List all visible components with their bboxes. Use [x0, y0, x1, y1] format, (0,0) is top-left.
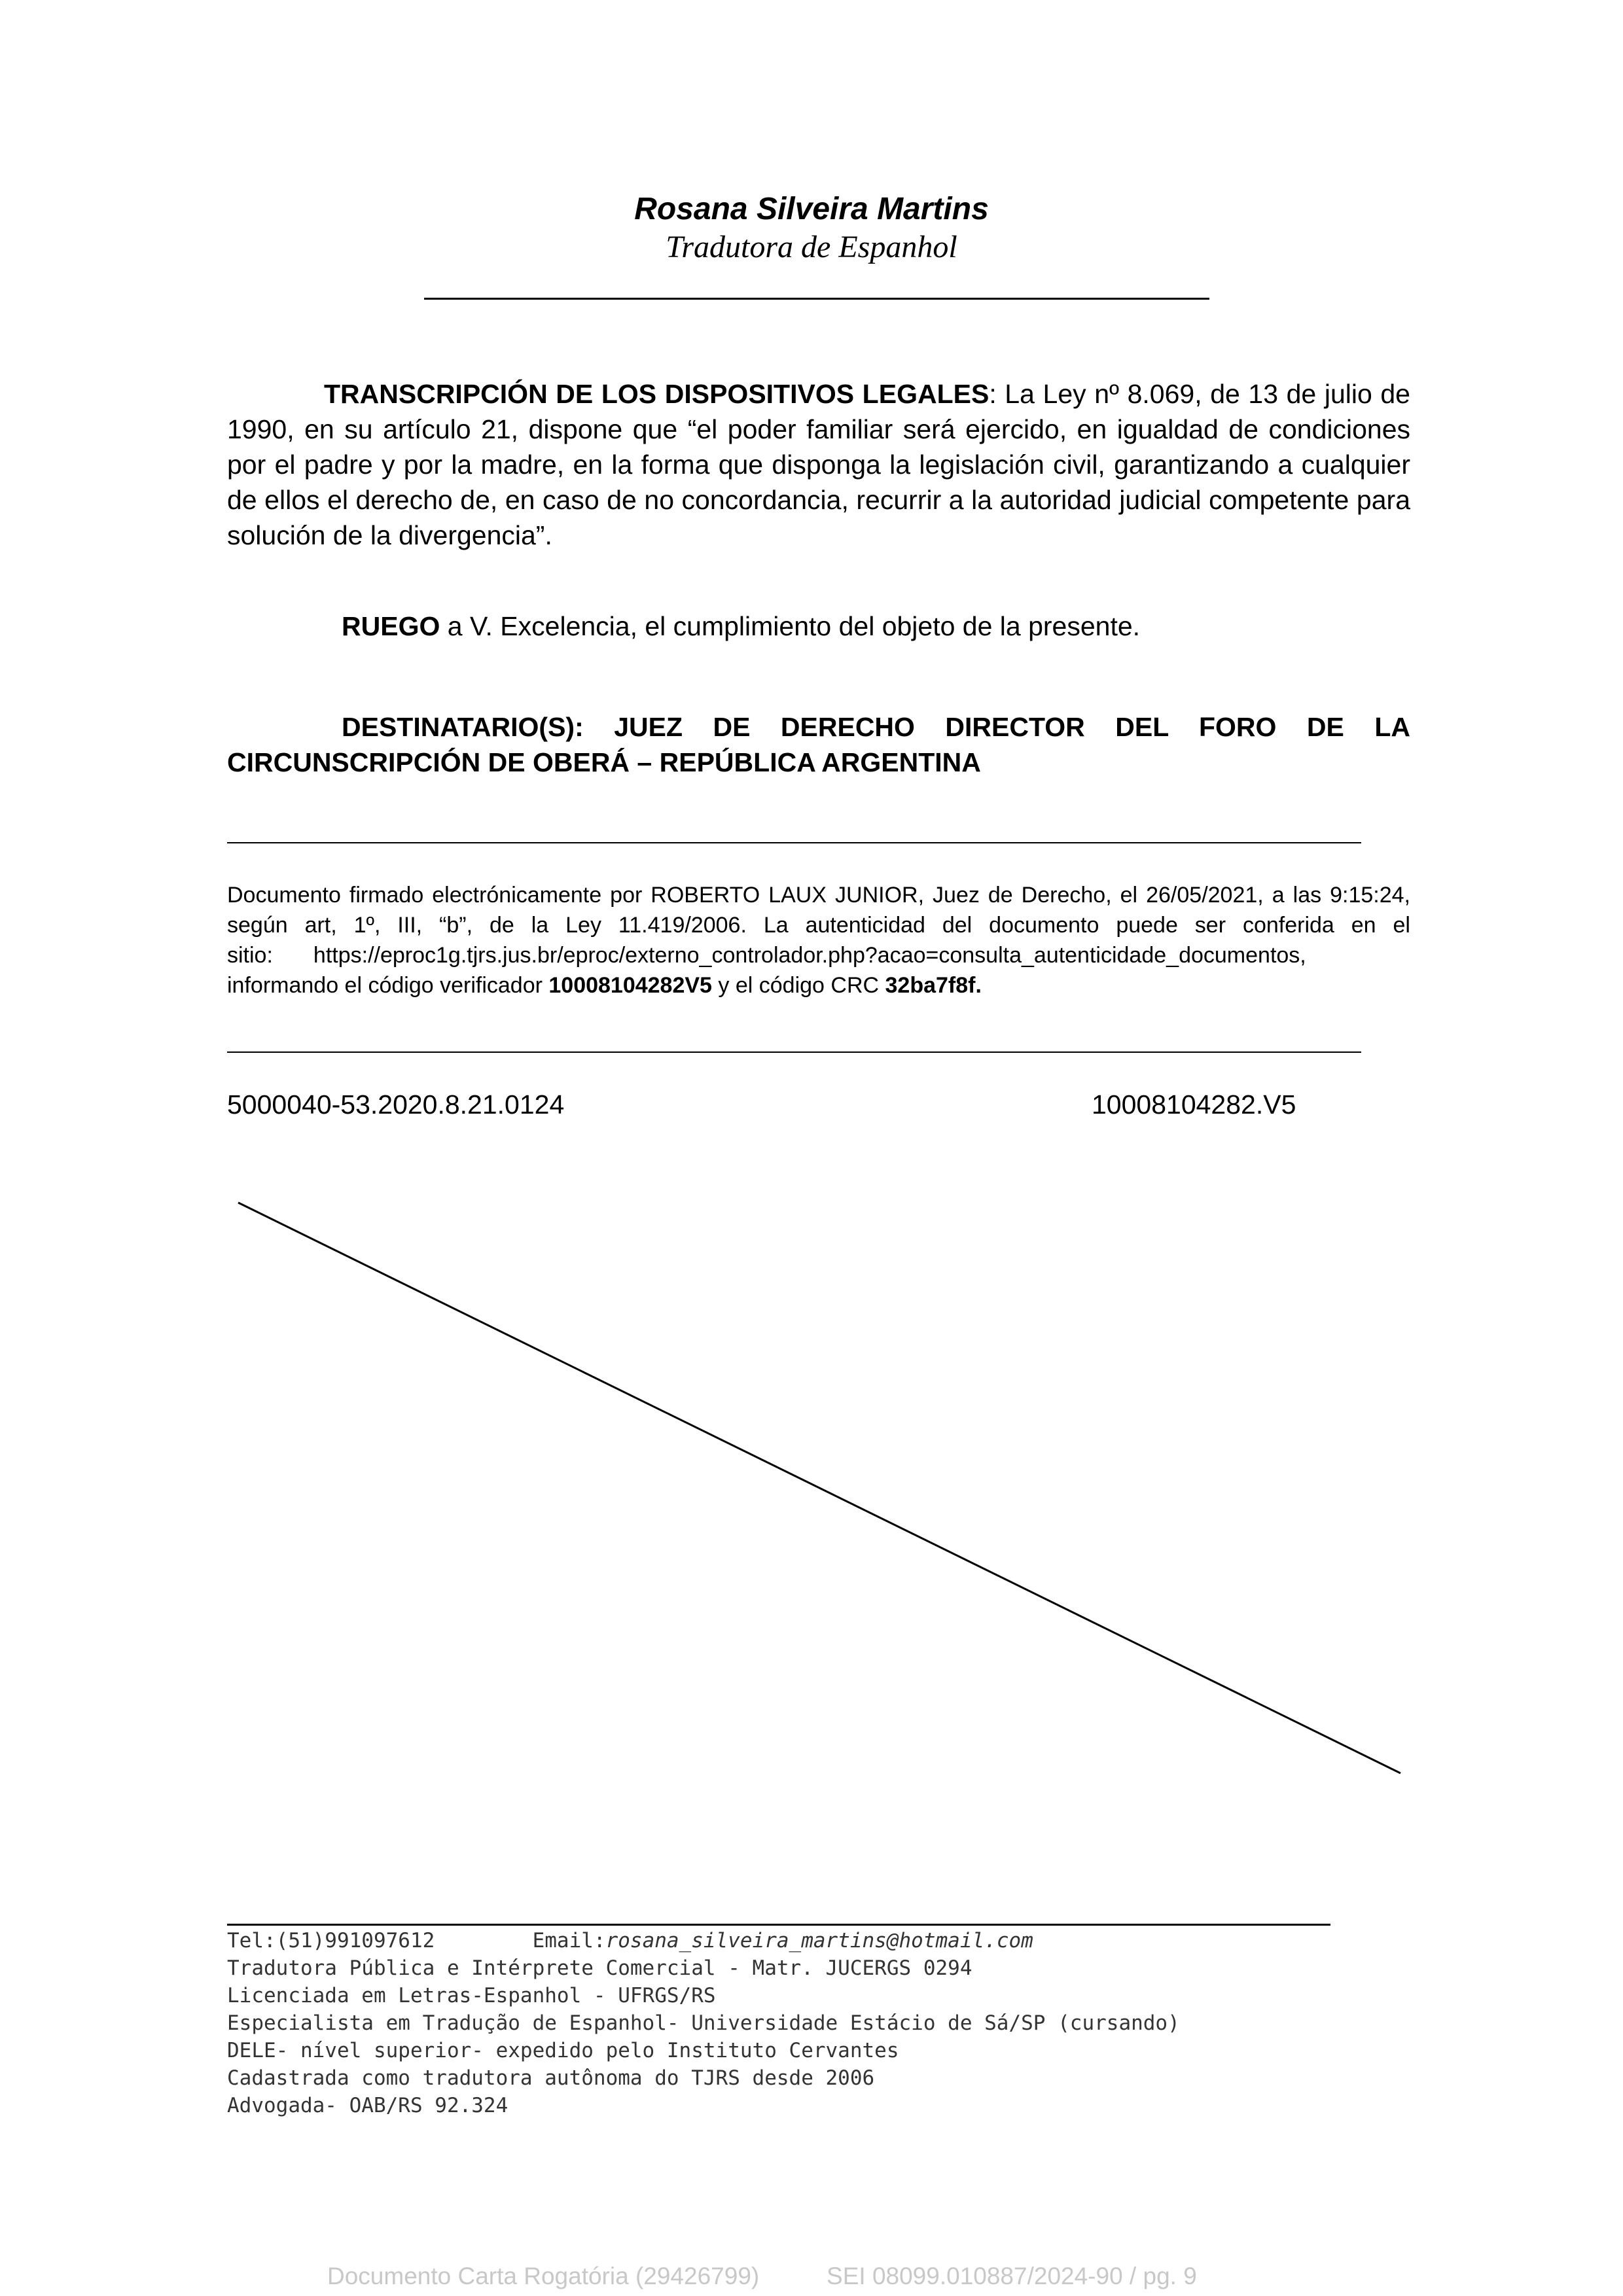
footer-divider	[227, 1924, 1330, 1926]
request-lead: RUEGO	[342, 611, 440, 641]
footer-line: Tradutora Pública e Intérprete Comercial - Matr. JUCERGS 0294	[227, 1956, 972, 1980]
signature-text-3: y el código CRC	[711, 973, 885, 998]
watermark-page: SEI 08099.010887/2024-90 / pg. 9	[827, 2263, 1197, 2289]
footer-email: rosana_silveira_martins@hotmail.com	[605, 1929, 1033, 1952]
sei-watermark	[327, 2263, 1197, 2290]
watermark-document: Documento Carta Rogatória (29426799)	[327, 2263, 760, 2289]
footer-contact-line	[227, 1927, 1180, 1954]
signature-text-1: Documento firmado electrónicamente por ROBERTO LAUX JUNIOR, Juez de Derecho, el 26/05/2021, a las 9:15:24, según art, 1º, III, “b”, de la Ley 11.419/2006. La autenticidad del documento puede ser conferida en el sitio:	[227, 883, 1410, 968]
recipient-line-2: CIRCUNSCRIPCIÓN DE OBERÁ – REPÚBLICA ARGENTINA	[227, 747, 981, 777]
translator-role: Tradutora de Espanhol	[666, 230, 957, 264]
footer-line: Advogada- OAB/RS 92.324	[227, 2094, 508, 2117]
document-verification-code: 10008104282.V5	[1092, 1089, 1296, 1120]
recipient-line-1: DESTINATARIO(S): JUEZ DE DERECHO DIRECTOR DEL FORO DE LA	[342, 712, 1410, 742]
diagonal-line	[238, 1203, 1400, 1773]
crc-code: 32ba7f8f.	[885, 973, 982, 998]
request-text: a V. Excelencia, el cumplimiento del objeto de la presente.	[440, 611, 1141, 641]
authenticity-url: https://eproc1g.tjrs.jus.br/eproc/externo_controlador.php?acao=consulta_autenticidade_documentos,	[313, 943, 1306, 968]
footer-line: Cadastrada como tradutora autônoma do TJRS desde 2006	[227, 2066, 875, 2090]
verifier-code: 10008104282V5	[548, 973, 712, 998]
footer-line: Licenciada em Letras-Espanhol - UFRGS/RS	[227, 1984, 716, 2007]
translator-name: Rosana Silveira Martins	[634, 192, 989, 226]
signature-text-2: informando el código verificador	[227, 973, 549, 998]
transcription-text: : La Ley nº 8.069, de 13 de julio de 1990, en su artículo 21, dispone que “el poder familiar será ejercido, en igualdad de condiciones por el padre y por la madre, en la forma que disponga la legislación civil, garantizando a cualquier de ellos el derecho de, en caso de no concordancia, recurrir a la autoridad judicial competente para solución de la divergencia”.	[227, 379, 1410, 550]
footer-phone: Tel:(51)991097612	[227, 1929, 435, 1952]
transcription-lead: TRANSCRIPCIÓN DE LOS DISPOSITIVOS LEGALES	[324, 379, 990, 409]
process-number: 5000040-53.2020.8.21.0124	[227, 1089, 565, 1120]
footer-line: Especialista em Tradução de Espanhol- Universidade Estácio de Sá/SP (cursando)	[227, 2011, 1180, 2035]
footer-line: DELE- nível superior- expedido pelo Instituto Cervantes	[227, 2039, 899, 2062]
footer-email-label: Email:	[532, 1929, 606, 1952]
translator-footer	[227, 1927, 1180, 2119]
